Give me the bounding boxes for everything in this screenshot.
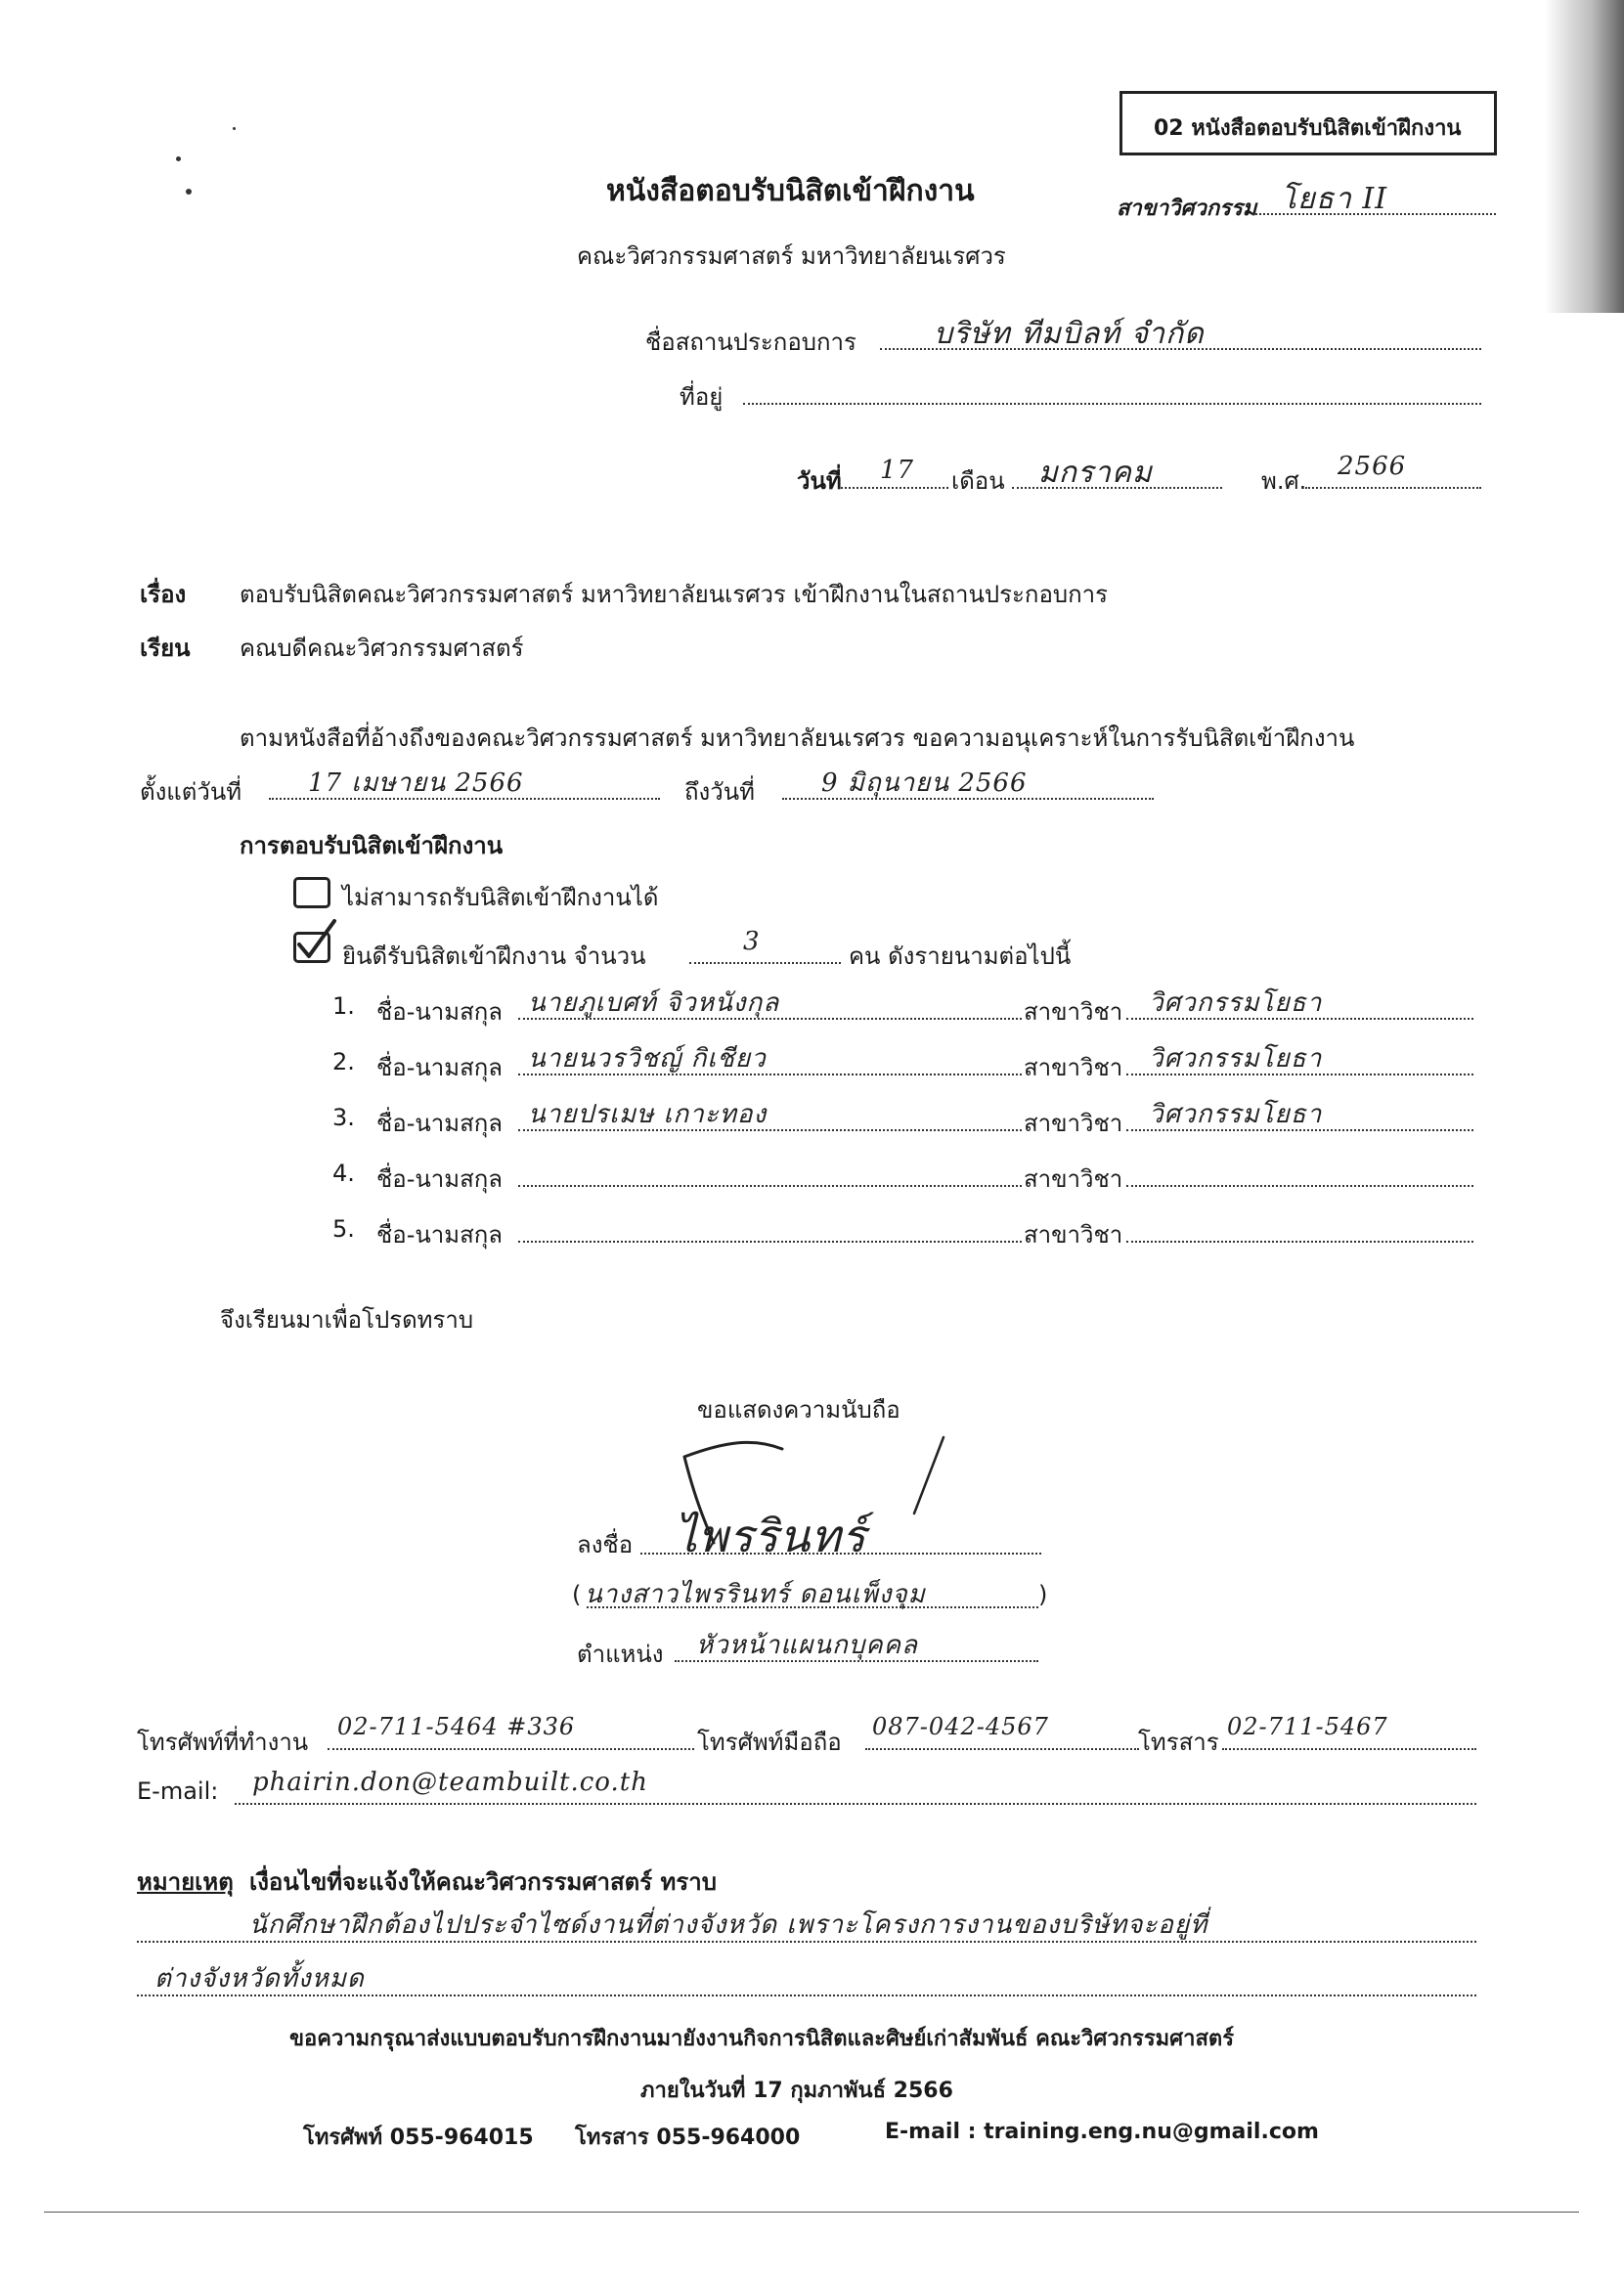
student-major: วิศวกรรมโยธา (1149, 1044, 1323, 1074)
remark-line-2: ต่างจังหวัดทั้งหมด (154, 1964, 365, 1994)
footer-email: E-mail : training.eng.nu@gmail.com (885, 2120, 1319, 2144)
mobile-dots (865, 1748, 1139, 1750)
student-name: นายภูเบศท์ จิวหนังกุล (528, 988, 780, 1018)
email-label: E-mail: (137, 1777, 219, 1805)
signer-paren-open: ( (572, 1581, 582, 1608)
accept-count-dots (689, 962, 841, 964)
remark-label: หมายเหตุ (137, 1868, 234, 1896)
period-from-value: 17 เมษายน 2566 (308, 768, 524, 798)
period-to-value: 9 มิถุนายน 2566 (821, 768, 1028, 798)
regards-text: ขอแสดงความนับถือ (697, 1396, 900, 1424)
subject-label: เรื่อง (140, 581, 187, 608)
signature-text: ไพรรินทร์ (675, 1510, 867, 1562)
fax-dots (1222, 1748, 1476, 1750)
date-year: 2566 (1338, 452, 1407, 481)
scan-stain (1545, 0, 1624, 313)
address-dots (743, 403, 1481, 405)
date-month: มกราคม (1038, 456, 1153, 490)
period-to-label: ถึงวันที่ (684, 778, 755, 806)
department-label: สาขาวิศวกรรม (1117, 197, 1257, 221)
reject-checkbox[interactable] (293, 877, 330, 908)
date-year-label: พ.ศ. (1261, 467, 1307, 495)
student-name-label: ชื่อ-นามสกุล (376, 1110, 503, 1137)
footer-line-1: ขอความกรุณาส่งแบบตอบรับการฝึกงานมายังงานกิจการนิสิตและศิษย์เก่าสัมพันธ์ คณะวิศวกรรมศาสตร์ (289, 2027, 1235, 2051)
student-name-label: ชื่อ-นามสกุล (376, 998, 503, 1026)
department-value: โยธา II (1281, 182, 1388, 216)
position-label: ตำแหน่ง (577, 1641, 664, 1668)
student-major-dots (1126, 1185, 1473, 1187)
student-name: นายปรเมษ เกาะทอง (528, 1100, 768, 1129)
student-name-dots (518, 1241, 1022, 1243)
signer-name: นางสาวไพรรินทร์ ดอนเพ็งจุม (585, 1580, 926, 1609)
footer-line-2: ภายในวันที่ 17 กุมภาพันธ์ 2566 (640, 2079, 953, 2103)
company-value: บริษัท ทีมบิลท์ จำกัด (934, 317, 1205, 351)
student-name-label: ชื่อ-นามสกุล (376, 1054, 503, 1081)
student-no: 1. (332, 992, 355, 1020)
date-year-dots (1305, 487, 1481, 489)
student-no: 5. (332, 1215, 355, 1243)
footer-phone: โทรศัพท์ 055-964015 (303, 2126, 534, 2150)
page-title: หนังสือตอบรับนิสิตเข้าฝึกงาน (606, 174, 975, 208)
sign-label: ลงชื่อ (577, 1531, 634, 1558)
remark-heading: เงื่อนไขที่จะแจ้งให้คณะวิศวกรรมศาสตร์ ทราบ (249, 1868, 717, 1896)
faculty-line: คณะวิศวกรรมศาสตร์ มหาวิทยาลัยนเรศวร (577, 242, 1006, 270)
student-name: นายนวรวิชญ์ กิเชียว (528, 1044, 767, 1074)
student-major: วิศวกรรมโยธา (1149, 1100, 1323, 1129)
option-reject-label: ไม่สามารถรับนิสิตเข้าฝึกงานได้ (342, 884, 659, 911)
student-no: 4. (332, 1160, 355, 1187)
mobile-label: โทรศัพท์มือถือ (697, 1729, 842, 1756)
office-phone-label: โทรศัพท์ที่ทำงาน (137, 1729, 309, 1756)
form-code: 02 หนังสือตอบรับนิสิตเข้าฝึกงาน (1154, 116, 1462, 141)
position-value: หัวหน้าแผนกบุคคล (696, 1631, 918, 1660)
period-from-label: ตั้งแต่วันที่ (140, 778, 242, 806)
scan-speck (233, 127, 236, 130)
mobile: 087-042-4567 (872, 1713, 1049, 1740)
address-label: ที่อยู่ (680, 383, 724, 411)
student-name-label: ชื่อ-นามสกุล (376, 1221, 503, 1249)
acceptance-heading: การตอบรับนิสิตเข้าฝึกงาน (240, 832, 504, 859)
email-dots (235, 1803, 1476, 1805)
student-no: 3. (332, 1104, 355, 1131)
date-day-label: วันที่ (797, 467, 842, 495)
accept-count: 3 (743, 927, 761, 956)
fax: 02-711-5467 (1227, 1713, 1388, 1740)
subject-text: ตอบรับนิสิตคณะวิศวกรรมศาสตร์ มหาวิทยาลัยนเรศวร เข้าฝึกงานในสถานประกอบการ (240, 581, 1109, 608)
scan-speck (176, 156, 181, 161)
to-text: คณบดีคณะวิศวกรรมศาสตร์ (240, 635, 524, 662)
company-label: ชื่อสถานประกอบการ (645, 329, 856, 356)
signer-paren-close: ) (1038, 1581, 1048, 1608)
date-day: 17 (880, 456, 915, 485)
date-month-label: เดือน (951, 467, 1005, 495)
body-text: ตามหนังสือที่อ้างถึงของคณะวิศวกรรมศาสตร์ มหาวิทยาลัยนเรศวร ขอความอนุเคราะห์ในการรับนิสิตเข้าฝึกงาน (240, 724, 1355, 752)
student-major-label: สาขาวิชา (1024, 1165, 1123, 1193)
student-major: วิศวกรรมโยธา (1149, 988, 1323, 1018)
email: phairin.don@teambuilt.co.th (252, 1768, 648, 1797)
student-major-dots (1126, 1241, 1473, 1243)
closing-text: จึงเรียนมาเพื่อโปรดทราบ (220, 1306, 474, 1334)
student-major-label: สาขาวิชา (1024, 998, 1123, 1026)
remark-line-1: นักศึกษาฝึกต้องไปประจำไซด์งานที่ต่างจังหวัด เพราะโครงการงานของบริษัทจะอยู่ที่ (249, 1910, 1208, 1940)
footer-fax: โทรสาร 055-964000 (575, 2126, 801, 2150)
office-phone: 02-711-5464 #336 (337, 1713, 576, 1740)
checkmark-icon (291, 917, 340, 966)
student-major-label: สาขาวิชา (1024, 1054, 1123, 1081)
student-name-label: ชื่อ-นามสกุล (376, 1165, 503, 1193)
office-phone-dots (328, 1748, 694, 1750)
accept-unit: คน ดังรายนามต่อไปนี้ (849, 943, 1072, 970)
fax-label: โทรสาร (1138, 1729, 1219, 1756)
scan-speck (186, 189, 192, 195)
date-day-dots (841, 487, 948, 489)
student-no: 2. (332, 1048, 355, 1075)
bottom-rule (44, 2212, 1579, 2213)
option-accept-label: ยินดีรับนิสิตเข้าฝึกงาน จำนวน (342, 943, 646, 970)
to-label: เรียน (140, 635, 191, 662)
student-name-dots (518, 1185, 1022, 1187)
student-major-label: สาขาวิชา (1024, 1221, 1123, 1249)
student-major-label: สาขาวิชา (1024, 1110, 1123, 1137)
